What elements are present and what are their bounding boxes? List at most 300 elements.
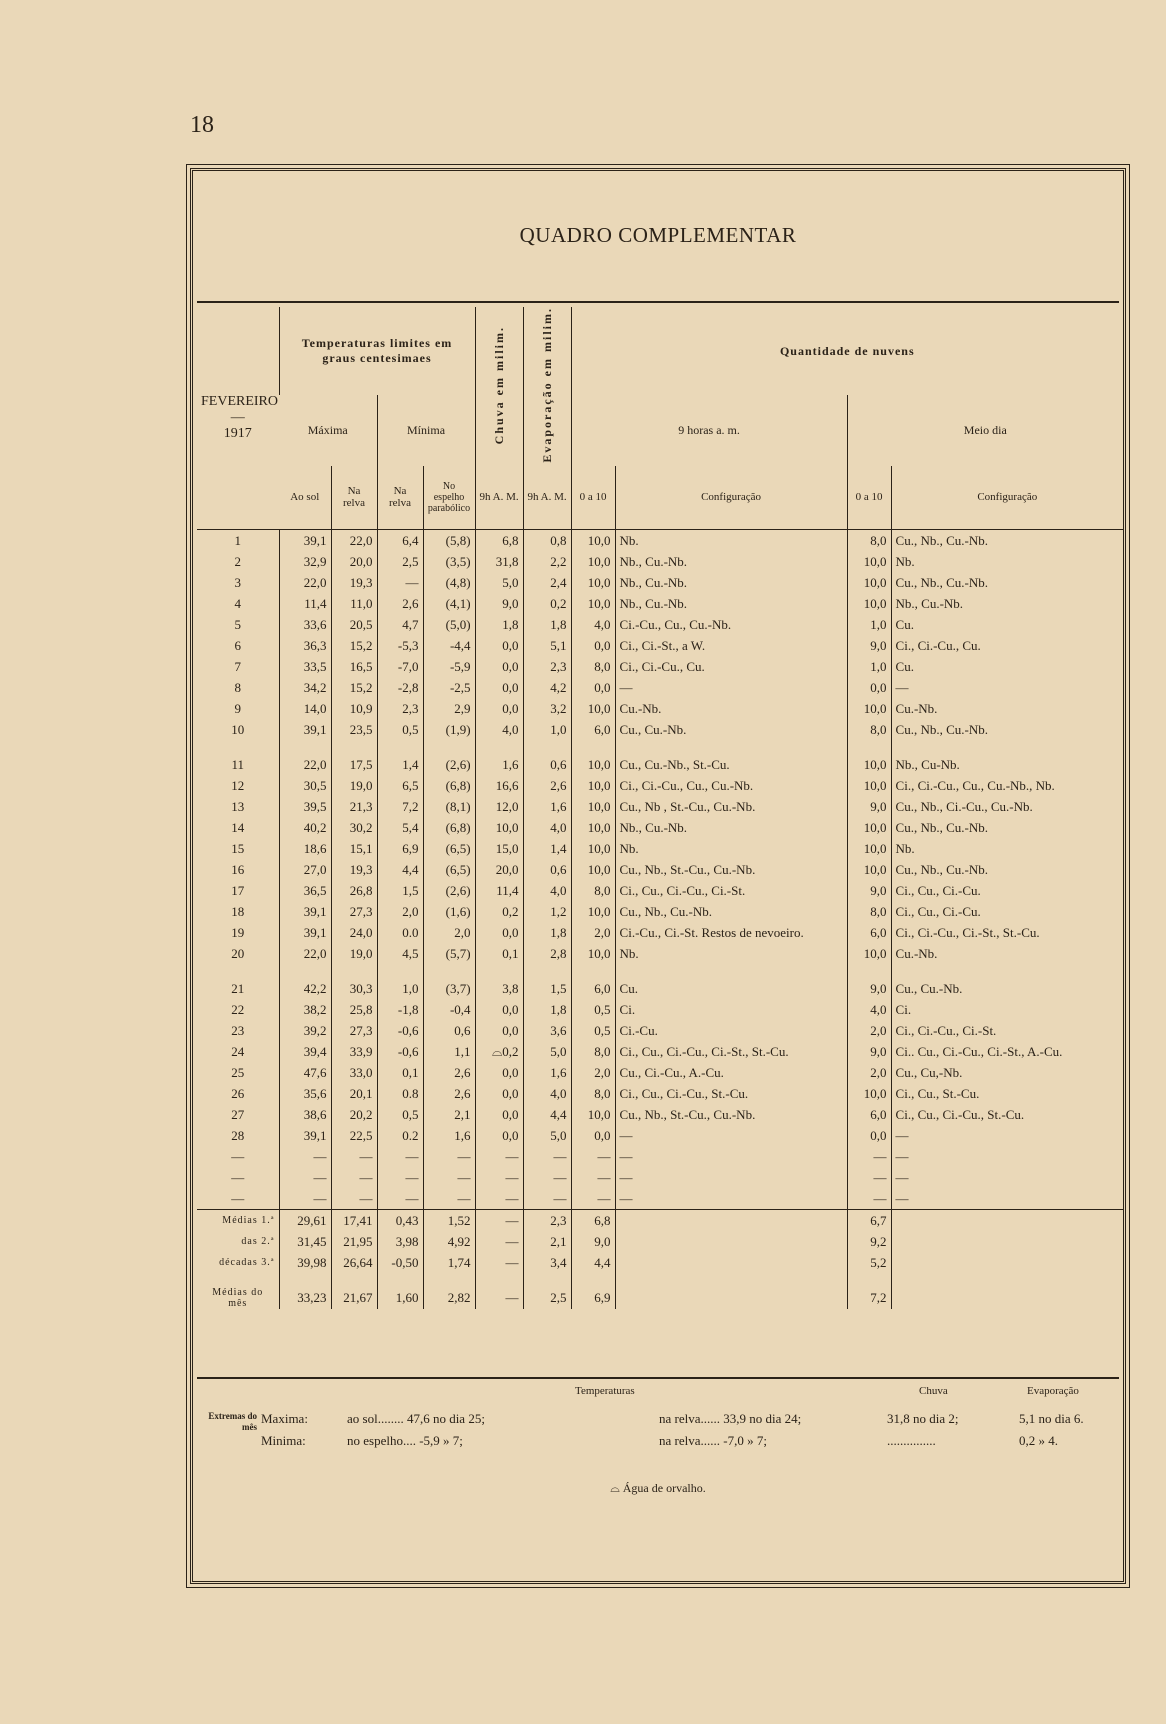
mean-cell: 6,8 — [571, 1210, 615, 1232]
gap-cell — [377, 1273, 423, 1287]
extremes-divider — [197, 1377, 1119, 1379]
rain-cell: 1,8 — [475, 614, 523, 635]
rain-time-header: 9h A. M. — [475, 466, 523, 530]
relva-max-cell: 20,1 — [331, 1083, 377, 1104]
config-midday-cell: Ci., Ci.-Cu., Cu., Cu.-Nb., Nb. — [891, 775, 1123, 796]
relva-max-cell: 17,5 — [331, 754, 377, 775]
evap-cell: 0,6 — [523, 754, 571, 775]
espelho-cell: (4,1) — [423, 593, 475, 614]
cloud-midday-cell: 2,0 — [847, 1062, 891, 1083]
relva-min-cell: 6,9 — [377, 838, 423, 859]
day-cell: 5 — [234, 616, 241, 632]
relva-min-cell: 6,5 — [377, 775, 423, 796]
evap-cell: 4,0 — [523, 880, 571, 901]
evap-cell: 1,4 — [523, 838, 571, 859]
gap-cell — [475, 964, 523, 978]
ao-sol-cell: 32,9 — [279, 551, 331, 572]
espelho-cell: -4,4 — [423, 635, 475, 656]
max-evap: 5,1 no dia 6. — [1019, 1411, 1084, 1426]
ao-sol-cell: 39,1 — [279, 1125, 331, 1146]
config-midday-cell: Cu., Cu.-Nb. — [891, 978, 1123, 999]
mean-cell: 0,43 — [377, 1210, 423, 1232]
blank-cell — [891, 1252, 1123, 1273]
gap-cell — [847, 964, 891, 978]
relva-min-cell: -5,3 — [377, 635, 423, 656]
rain-cell: 0,0 — [475, 1083, 523, 1104]
rain-cell: 0,0 — [475, 999, 523, 1020]
cloud-9h-cell: 6,0 — [571, 978, 615, 999]
day-cell: 2 — [234, 553, 241, 569]
max-chuva: 31,8 no dia 2; — [887, 1411, 959, 1426]
midday-header: Meio dia — [847, 395, 1123, 466]
relva-max-cell: — — [331, 1167, 377, 1188]
rain-cell: 31,8 — [475, 551, 523, 572]
cloud-9h-cell: 8,0 — [571, 1041, 615, 1062]
gap-cell — [279, 1273, 331, 1287]
config-midday-cell: — — [891, 677, 1123, 698]
day-cell: 18 — [231, 903, 245, 919]
cloud-9h-cell: 10,0 — [571, 796, 615, 817]
relva-min-cell: -2,8 — [377, 677, 423, 698]
evap-cell: 5,0 — [523, 1041, 571, 1062]
relva-min-cell: 0.0 — [377, 922, 423, 943]
cloud-midday-cell: 10,0 — [847, 817, 891, 838]
rain-cell: — — [475, 1167, 523, 1188]
evap-cell: 1,6 — [523, 1062, 571, 1083]
ao-sol-cell: 33,5 — [279, 656, 331, 677]
table-row — [197, 838, 1123, 859]
max-relva: na relva...... 33,9 no dia 24; — [659, 1411, 802, 1426]
cloud-midday-cell: 1,0 — [847, 614, 891, 635]
gap-cell — [571, 740, 615, 754]
day-cell: 12 — [231, 777, 245, 793]
mean-cell: 5,2 — [847, 1252, 891, 1273]
config-9h-cell: Ci.-Cu., Ci.-St. Restos de nevoeiro. — [615, 922, 847, 943]
table-row — [197, 796, 1123, 817]
table-row — [197, 880, 1123, 901]
rain-header: Chuva em milim. — [475, 307, 523, 466]
mean-cell: 26,64 — [331, 1252, 377, 1273]
espelho-cell: 2,9 — [423, 698, 475, 719]
config-midday-cell: Ci., Cu., Ci.-Cu. — [891, 880, 1123, 901]
cloud-midday-cell: 10,0 — [847, 551, 891, 572]
evap-cell: 0,6 — [523, 859, 571, 880]
gap-cell — [523, 964, 571, 978]
gap-cell — [197, 964, 279, 978]
config-midday-cell: — — [891, 1188, 1123, 1210]
blank-cell — [615, 1252, 847, 1273]
config-midday-cell: Nb., Cu.-Nb. — [891, 593, 1123, 614]
mean-cell: 9,0 — [571, 1231, 615, 1252]
config-9h-cell: — — [615, 1188, 847, 1210]
table-row — [197, 978, 1123, 999]
cloud-9h-cell: 4,0 — [571, 614, 615, 635]
cloud-9h-cell: 6,0 — [571, 719, 615, 740]
cloud-9h-cell: 10,0 — [571, 551, 615, 572]
cloud-9h-cell: 10,0 — [571, 901, 615, 922]
page-title: QUADRO COMPLEMENTAR — [519, 223, 797, 247]
dew-note: ⌓ Água de orvalho. — [610, 1481, 706, 1495]
evap-cell: 1,8 — [523, 614, 571, 635]
ao-sol-cell: 39,1 — [279, 719, 331, 740]
na-relva-min-header: Na relva — [377, 466, 423, 530]
minima-header: Mínima — [377, 395, 475, 466]
espelho-cell: (2,6) — [423, 880, 475, 901]
relva-max-cell: — — [331, 1188, 377, 1210]
relva-max-cell: 20,0 — [331, 551, 377, 572]
config-9h-cell: Ci., Cu., Ci.-Cu., Ci.-St. — [615, 880, 847, 901]
day-cell: 15 — [231, 840, 245, 856]
rain-cell: 0,0 — [475, 1062, 523, 1083]
espelho-cell: (2,6) — [423, 754, 475, 775]
relva-min-cell: 0,1 — [377, 1062, 423, 1083]
cloud-midday-cell: — — [847, 1188, 891, 1210]
ao-sol-cell: 38,6 — [279, 1104, 331, 1125]
cloud-midday-cell: 4,0 — [847, 999, 891, 1020]
gap-cell — [279, 740, 331, 754]
complementary-table-frame — [190, 168, 1126, 1584]
evap-cell: 0,2 — [523, 593, 571, 614]
cloud-midday-cell: 1,0 — [847, 656, 891, 677]
cloud-9h-cell: 0,5 — [571, 1020, 615, 1041]
day-cell: 8 — [234, 679, 241, 695]
chuva-header: Chuva — [919, 1385, 948, 1397]
na-relva-max-header: Na relva — [331, 466, 377, 530]
blank-cell — [615, 1231, 847, 1252]
evap-cell: 4,0 — [523, 1083, 571, 1104]
gap-cell — [615, 964, 847, 978]
ao-sol-cell: 11,4 — [279, 593, 331, 614]
gap-cell — [847, 1273, 891, 1287]
table-row — [197, 530, 1123, 552]
ao-sol-cell: 22,0 — [279, 572, 331, 593]
relva-min-cell: 7,2 — [377, 796, 423, 817]
day-cell: 20 — [231, 945, 245, 961]
cloud-9h-cell: — — [571, 1188, 615, 1210]
rain-cell: 0,0 — [475, 677, 523, 698]
config-midday-header: Configuração — [891, 466, 1123, 530]
cloud-midday-cell: 9,0 — [847, 978, 891, 999]
rain-cell: 0,2 — [475, 901, 523, 922]
cloud-9h-cell: 10,0 — [571, 593, 615, 614]
temperaturas-header: Temperaturas — [575, 1385, 635, 1397]
relva-min-cell: — — [377, 1146, 423, 1167]
config-9h-cell: Ci., Cu., Ci.-Cu., Ci.-St., St.-Cu. — [615, 1041, 847, 1062]
decade-mean-row — [197, 1210, 1123, 1232]
evap-cell: — — [523, 1188, 571, 1210]
espelho-cell: — — [423, 1146, 475, 1167]
config-9h-cell: Cu., Cu.-Nb., St.-Cu. — [615, 754, 847, 775]
evaporacao-header: Evaporação — [1027, 1385, 1079, 1397]
ao-sol-cell: — — [279, 1167, 331, 1188]
day-cell: 23 — [231, 1022, 245, 1038]
month-mean-label: Médias do mês — [212, 1287, 264, 1310]
relva-max-cell: 15,2 — [331, 677, 377, 698]
cloud-midday-cell: 6,0 — [847, 1104, 891, 1125]
relva-max-cell: 24,0 — [331, 922, 377, 943]
mean-cell: 4,4 — [571, 1252, 615, 1273]
espelho-cell: (5,7) — [423, 943, 475, 964]
mean-cell: — — [475, 1231, 523, 1252]
table-row — [197, 1062, 1123, 1083]
evap-cell: 1,5 — [523, 978, 571, 999]
gap-cell — [331, 1273, 377, 1287]
ao-sol-cell: 35,6 — [279, 1083, 331, 1104]
cloud-9h-cell: 10,0 — [571, 530, 615, 552]
gap-cell — [423, 740, 475, 754]
gap-cell — [197, 740, 279, 754]
table-row — [197, 551, 1123, 572]
espelho-cell: (5,0) — [423, 614, 475, 635]
relva-max-cell: 10,9 — [331, 698, 377, 719]
mean-cell: 1,74 — [423, 1252, 475, 1273]
cloud-9h-cell: — — [571, 1167, 615, 1188]
gap-cell — [891, 1273, 1123, 1287]
cloud-midday-cell: — — [847, 1146, 891, 1167]
evap-cell: 1,0 — [523, 719, 571, 740]
mean-cell: 3,98 — [377, 1231, 423, 1252]
gap-cell — [891, 964, 1123, 978]
relva-min-cell: 1,4 — [377, 754, 423, 775]
daily-rows — [197, 530, 1123, 1210]
relva-min-cell: 2,6 — [377, 593, 423, 614]
espelho-cell: (4,8) — [423, 572, 475, 593]
gap-cell — [891, 740, 1123, 754]
table-row — [197, 656, 1123, 677]
espelho-cell: 2,0 — [423, 922, 475, 943]
relva-min-cell: -0,6 — [377, 1041, 423, 1062]
day-cell: 6 — [234, 637, 241, 653]
config-9h-cell: Ci. — [615, 999, 847, 1020]
cloud-midday-cell: 10,0 — [847, 838, 891, 859]
config-midday-cell: Cu., Nb., Cu.-Nb. — [891, 817, 1123, 838]
min-relva: na relva...... -7,0 » 7; — [659, 1433, 767, 1448]
decade-mean-label: das 2.ª — [241, 1236, 275, 1248]
relva-min-cell: -7,0 — [377, 656, 423, 677]
rain-cell: 0,0 — [475, 656, 523, 677]
min-espelho: no espelho.... -5,9 » 7; — [347, 1433, 463, 1448]
month-mean-cell: 7,2 — [847, 1287, 891, 1309]
config-midday-cell: — — [891, 1125, 1123, 1146]
config-9h-cell: Ci.-Cu., Cu., Cu.-Nb. — [615, 614, 847, 635]
gap-cell — [377, 740, 423, 754]
day-cell: 24 — [231, 1043, 245, 1059]
rain-cell: 3,8 — [475, 978, 523, 999]
cloud-9h-cell: 10,0 — [571, 838, 615, 859]
gap-cell — [523, 740, 571, 754]
espelho-cell: (6,8) — [423, 775, 475, 796]
espelho-cell: -0,4 — [423, 999, 475, 1020]
config-midday-cell: Cu., Nb., Cu.-Nb. — [891, 859, 1123, 880]
mean-cell: — — [475, 1210, 523, 1232]
day-cell: 14 — [231, 819, 245, 835]
cloud-9h-cell: 8,0 — [571, 880, 615, 901]
day-cell: 19 — [231, 924, 245, 940]
gap-cell — [615, 740, 847, 754]
config-midday-cell: Ci., Cu., Ci.-Cu. — [891, 901, 1123, 922]
min-chuva: ............... — [887, 1433, 936, 1448]
relva-max-cell: 33,0 — [331, 1062, 377, 1083]
rain-cell: — — [475, 1146, 523, 1167]
config-midday-cell: Nb., Cu-Nb. — [891, 754, 1123, 775]
gap-cell — [571, 964, 615, 978]
cloud-midday-cell: 10,0 — [847, 943, 891, 964]
ao-sol-cell: 30,5 — [279, 775, 331, 796]
mean-cell: — — [475, 1252, 523, 1273]
rain-cell: 4,0 — [475, 719, 523, 740]
rain-cell: 6,8 — [475, 530, 523, 552]
mean-cell: 4,92 — [423, 1231, 475, 1252]
config-midday-cell: Cu.-Nb. — [891, 698, 1123, 719]
ao-sol-cell: 36,5 — [279, 880, 331, 901]
relva-min-cell: 2,0 — [377, 901, 423, 922]
espelho-cell: (6,8) — [423, 817, 475, 838]
config-9h-cell: Nb. — [615, 838, 847, 859]
cloud-midday-cell: 10,0 — [847, 593, 891, 614]
config-midday-cell: Ci., Cu., Ci.-Cu., St.-Cu. — [891, 1104, 1123, 1125]
blank-cell — [615, 1287, 847, 1309]
config-midday-cell: Cu., Nb., Cu.-Nb. — [891, 719, 1123, 740]
rain-cell: 12,0 — [475, 796, 523, 817]
relva-max-cell: 20,2 — [331, 1104, 377, 1125]
evap-cell: 2,2 — [523, 551, 571, 572]
cloud-midday-cell: 10,0 — [847, 572, 891, 593]
blank-cell — [891, 1210, 1123, 1232]
config-9h-cell: Cu. — [615, 978, 847, 999]
espelho-cell: 2,6 — [423, 1062, 475, 1083]
config-midday-cell: Ci., Ci.-Cu., Ci.-St., St.-Cu. — [891, 922, 1123, 943]
cloud-midday-cell: 9,0 — [847, 1041, 891, 1062]
relva-min-cell: 0.2 — [377, 1125, 423, 1146]
config-midday-cell: — — [891, 1167, 1123, 1188]
config-midday-cell: Cu., Nb., Cu.-Nb. — [891, 572, 1123, 593]
config-9h-header: Configuração — [615, 466, 847, 530]
table-row — [197, 1104, 1123, 1125]
min-evap: 0,2 » 4. — [1019, 1433, 1058, 1448]
espelho-cell: 2,1 — [423, 1104, 475, 1125]
relva-max-cell: 11,0 — [331, 593, 377, 614]
table-row — [197, 1083, 1123, 1104]
table-row — [197, 698, 1123, 719]
ao-sol-cell: 38,2 — [279, 999, 331, 1020]
evaporation-header: Evaporação em milim. — [523, 307, 571, 466]
config-9h-cell: Cu., Nb., Cu.-Nb. — [615, 901, 847, 922]
gap-cell — [197, 1273, 279, 1287]
relva-max-cell: 21,3 — [331, 796, 377, 817]
day-cell: — — [231, 1148, 245, 1164]
day-cell: 26 — [231, 1085, 245, 1101]
evap-cell: 3,6 — [523, 1020, 571, 1041]
means-gap — [197, 1273, 1123, 1287]
gap-cell — [571, 1273, 615, 1287]
month-mean-cell: 33,23 — [279, 1287, 331, 1309]
mean-cell: 2,1 — [523, 1231, 571, 1252]
relva-max-cell: 27,3 — [331, 1020, 377, 1041]
ao-sol-cell: 36,3 — [279, 635, 331, 656]
table-row — [197, 614, 1123, 635]
espelho-cell: (1,6) — [423, 901, 475, 922]
espelho-cell: (5,8) — [423, 530, 475, 552]
relva-max-cell: 30,2 — [331, 817, 377, 838]
cloud-midday-cell: 10,0 — [847, 698, 891, 719]
ao-sol-cell: 18,6 — [279, 838, 331, 859]
relva-min-cell: 2,5 — [377, 551, 423, 572]
config-9h-cell: Cu., Cu.-Nb. — [615, 719, 847, 740]
evap-cell: 1,6 — [523, 796, 571, 817]
cloud-9h-cell: 0,0 — [571, 635, 615, 656]
relva-min-cell: 1,5 — [377, 880, 423, 901]
evap-cell: — — [523, 1167, 571, 1188]
temperature-group-header: Temperaturas limites em graus centesimaes — [279, 307, 475, 395]
cloud-midday-cell: 10,0 — [847, 859, 891, 880]
relva-min-cell: 4,4 — [377, 859, 423, 880]
config-9h-cell: Nb., Cu.-Nb. — [615, 817, 847, 838]
ao-sol-header: Ao sol — [290, 491, 320, 504]
ao-sol-cell: 39,2 — [279, 1020, 331, 1041]
cloud-9h-cell: 10,0 — [571, 698, 615, 719]
cloud-9h-cell: 10,0 — [571, 754, 615, 775]
mean-cell: 39,98 — [279, 1252, 331, 1273]
config-midday-cell: Cu., Nb., Ci.-Cu., Cu.-Nb. — [891, 796, 1123, 817]
relva-max-cell: 22,5 — [331, 1125, 377, 1146]
espelho-cell: 2,6 — [423, 1083, 475, 1104]
cloud-9h-cell: 10,0 — [571, 775, 615, 796]
gap-cell — [423, 964, 475, 978]
config-midday-cell: Cu.-Nb. — [891, 943, 1123, 964]
ao-sol-cell: 47,6 — [279, 1062, 331, 1083]
ao-sol-cell: 14,0 — [279, 698, 331, 719]
table-row — [197, 1125, 1123, 1146]
config-9h-cell: Cu., Nb., St.-Cu., Cu.-Nb. — [615, 859, 847, 880]
gap-cell — [423, 1273, 475, 1287]
espelho-cell: — — [423, 1167, 475, 1188]
cloud-9h-cell: 10,0 — [571, 572, 615, 593]
espelho-cell: (6,5) — [423, 838, 475, 859]
config-midday-cell: Ci.. Cu., Ci.-Cu., Ci.-St., A.-Cu. — [891, 1041, 1123, 1062]
table-row — [197, 1146, 1123, 1167]
cloud-midday-cell: 9,0 — [847, 635, 891, 656]
cloud-midday-cell: 10,0 — [847, 1083, 891, 1104]
relva-max-cell: 23,5 — [331, 719, 377, 740]
mean-cell: 1,52 — [423, 1210, 475, 1232]
gap-cell — [331, 964, 377, 978]
rain-cell: 0,0 — [475, 635, 523, 656]
cloud-9h-cell: 10,0 — [571, 859, 615, 880]
gap-cell — [279, 964, 331, 978]
nine-hours-header: 9 horas a. m. — [571, 395, 847, 466]
ao-sol-cell: 42,2 — [279, 978, 331, 999]
relva-min-cell: 1,0 — [377, 978, 423, 999]
espelho-cell: (3,5) — [423, 551, 475, 572]
mean-cell: 6,7 — [847, 1210, 891, 1232]
cloud-9h-cell: 0,5 — [571, 999, 615, 1020]
espelho-header: No espelho parabólico — [423, 466, 475, 530]
relva-max-cell: 15,2 — [331, 635, 377, 656]
config-midday-cell: Cu. — [891, 614, 1123, 635]
config-9h-cell: Ci., Ci.-Cu., Cu., Cu.-Nb. — [615, 775, 847, 796]
cloud-9h-cell: 0,0 — [571, 677, 615, 698]
ao-sol-cell: 39,1 — [279, 530, 331, 552]
rain-cell: 0,1 — [475, 943, 523, 964]
day-cell: 7 — [234, 658, 241, 674]
relva-max-cell: 19,3 — [331, 859, 377, 880]
day-cell: 9 — [234, 700, 241, 716]
config-9h-cell: — — [615, 677, 847, 698]
ao-sol-cell: 22,0 — [279, 943, 331, 964]
table-row — [197, 635, 1123, 656]
rain-cell: 0,0 — [475, 1104, 523, 1125]
config-9h-cell: Ci., Ci.-Cu., Cu. — [615, 656, 847, 677]
